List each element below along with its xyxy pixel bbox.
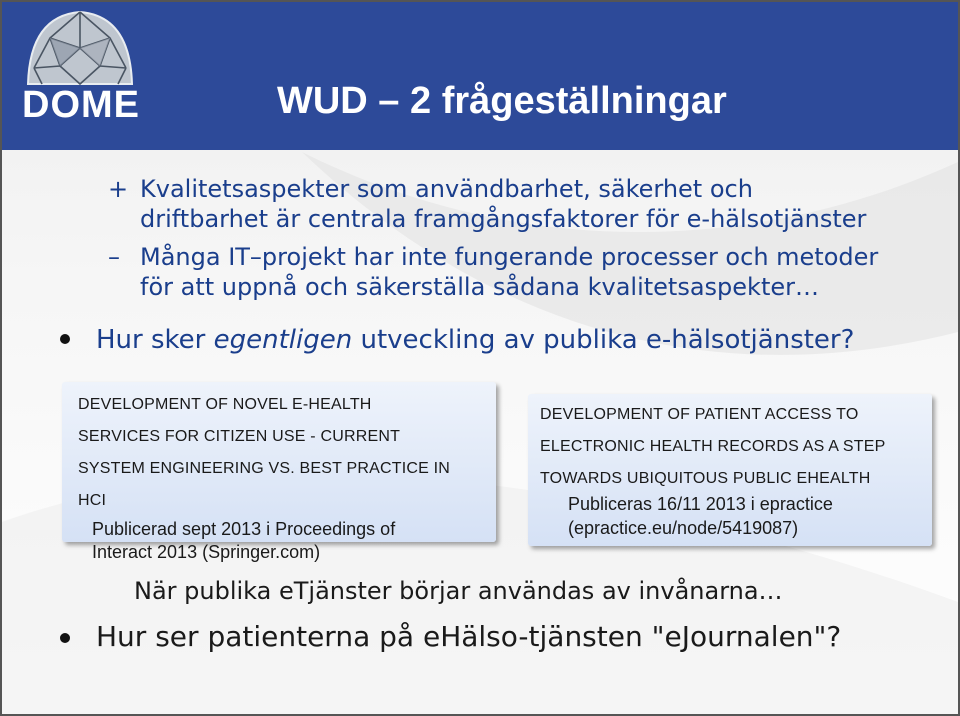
paper-left-publication-line-1: Publicerad sept 2013 i Proceedings of xyxy=(92,519,396,539)
question-1 xyxy=(96,324,854,356)
dash-bullet-line-2: för att uppnå och säkerställa sådana kvalitetsaspekter… xyxy=(140,273,819,301)
paper-right-title-line-2: ELECTRONIC HEALTH RECORDS AS A STEP xyxy=(540,438,886,455)
question-1-post: utveckling av publika e-hälsotjänster? xyxy=(352,325,855,355)
paper-left-title-line-2: SERVICES FOR CITIZEN USE - CURRENT xyxy=(78,428,401,445)
paper-left-title-line-3: SYSTEM ENGINEERING VS. BEST PRACTICE IN xyxy=(78,460,451,477)
paper-right-title-line-3: TOWARDS UBIQUITOUS PUBLIC EHEALTH xyxy=(540,470,871,487)
paper-right-title-line-1: DEVELOPMENT OF PATIENT ACCESS TO xyxy=(540,406,859,423)
plus-marker: + xyxy=(108,175,129,203)
logo-text: DOME xyxy=(22,84,140,126)
paper-right-publication-line-1: Publiceras 16/11 2013 i epractice xyxy=(568,494,833,514)
header-bar xyxy=(2,2,958,150)
paper-right-publication-line-2: (epractice.eu/node/5419087) xyxy=(568,518,799,538)
bullet-dot xyxy=(60,633,70,643)
dash-bullet-line-1: Många IT–projekt har inte fungerande processer och metoder xyxy=(140,243,879,271)
dome-logo-icon xyxy=(20,8,140,86)
dash-marker: – xyxy=(108,243,120,271)
paper-left-title-line-4: HCI xyxy=(78,492,107,509)
question-2: Hur ser patienterna på eHälso-tjänsten "eJournalen"? xyxy=(96,620,842,653)
paper-left-publication-line-2: Interact 2013 (Springer.com) xyxy=(92,542,321,562)
usage-line: När publika eTjänster börjar användas av invånarna… xyxy=(134,577,783,605)
plus-bullet-line-1: Kvalitetsaspekter som användbarhet, säkerhet och xyxy=(140,175,753,203)
paper-left-title-line-1: DEVELOPMENT OF NOVEL E-HEALTH xyxy=(78,396,372,413)
slide-title: WUD – 2 frågeställningar xyxy=(277,80,727,122)
plus-bullet-line-2: driftbarhet är centrala framgångsfaktorer för e-hälsotjänster xyxy=(140,205,867,233)
bullet-dot xyxy=(60,334,70,344)
question-1-pre: Hur sker xyxy=(96,325,214,355)
question-1-emphasis: egentligen xyxy=(213,325,353,355)
